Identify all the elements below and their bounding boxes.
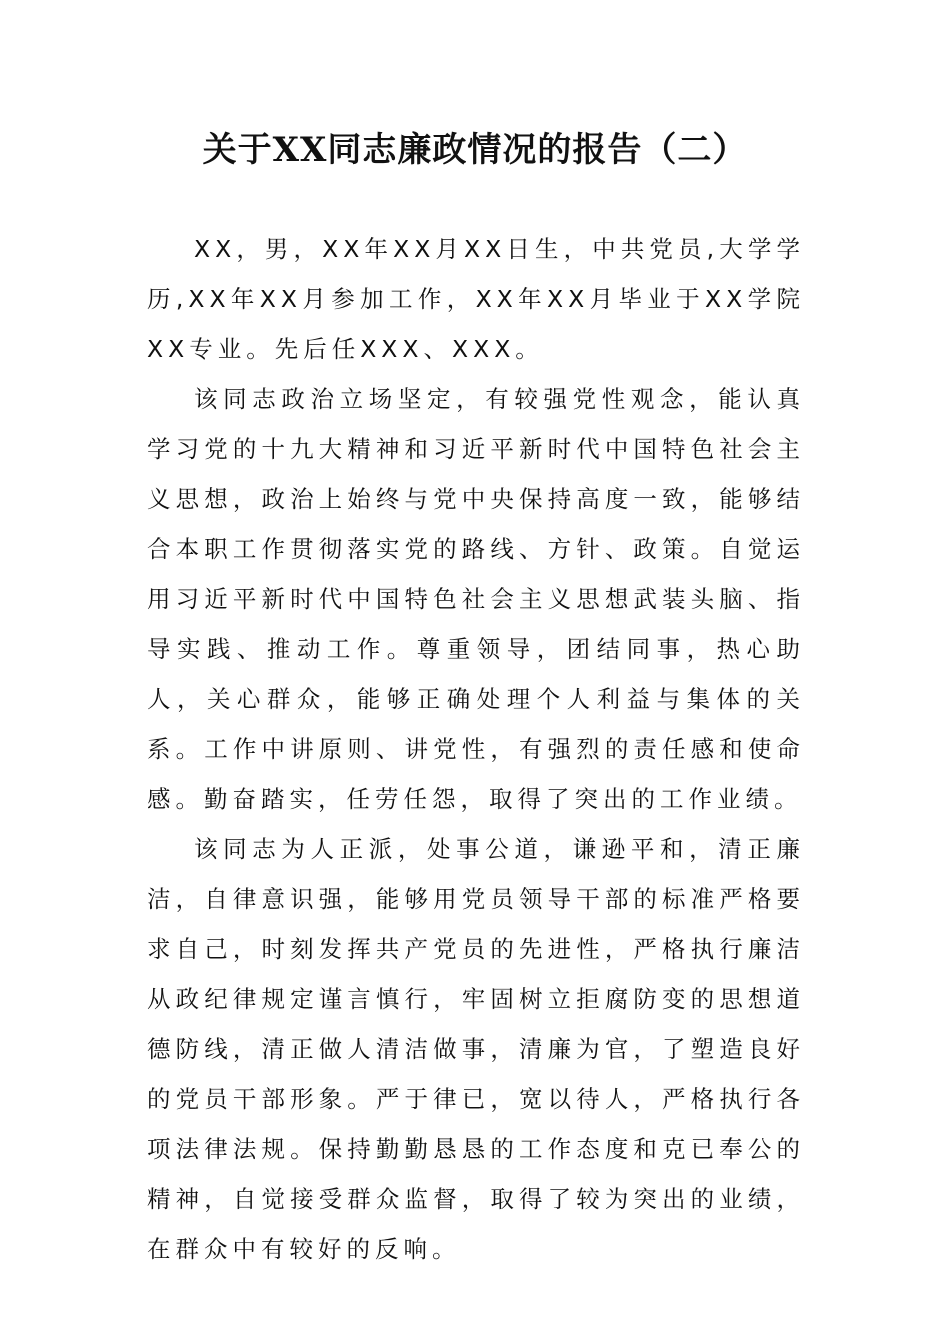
document-body: [147, 224, 805, 1274]
paragraph-personal-info: XX，男，XX年XX月XX日生，中共党员,大学学历,XX年XX月参加工作，XX年XX月毕业于XX学院XX专业。先后任XXX、XXX。: [147, 235, 805, 363]
document-title: 关于XX同志廉政情况的报告（二）: [202, 130, 748, 170]
paragraph-integrity: 该同志为人正派，处事公道，谦逊平和，清正廉洁，自律意识强，能够用党员领导干部的标准严格要求自己，时刻发挥共产党员的先进性，严格执行廉洁从政纪律规定谨言慎行，牢固树立拒腐防变的思想道德防线，清正做人清洁做事，清廉为官，了塑造良好的党员干部形象。严于律已，宽以待人，严格执行各项法律法规。保持勤勤恳恳的工作态度和克已奉公的精神，自觉接受群众监督，取得了较为突出的业绩，在群众中有较好的反响。: [147, 835, 805, 1263]
paragraph-political-stance: 该同志政治立场坚定，有较强党性观念，能认真学习党的十九大精神和习近平新时代中国特色社会主义思想，政治上始终与党中央保持高度一致，能够结合本职工作贯彻落实党的路线、方针、政策。自觉运用习近平新时代中国特色社会主义思想武装头脑、指导实践、推动工作。尊重领导，团结同事，热心助人，关心群众，能够正确处理个人利益与集体的关系。工作中讲原则、讲党性，有强烈的责任感和使命感。勤奋踏实，任劳任怨，取得了突出的工作业绩。: [147, 385, 805, 813]
